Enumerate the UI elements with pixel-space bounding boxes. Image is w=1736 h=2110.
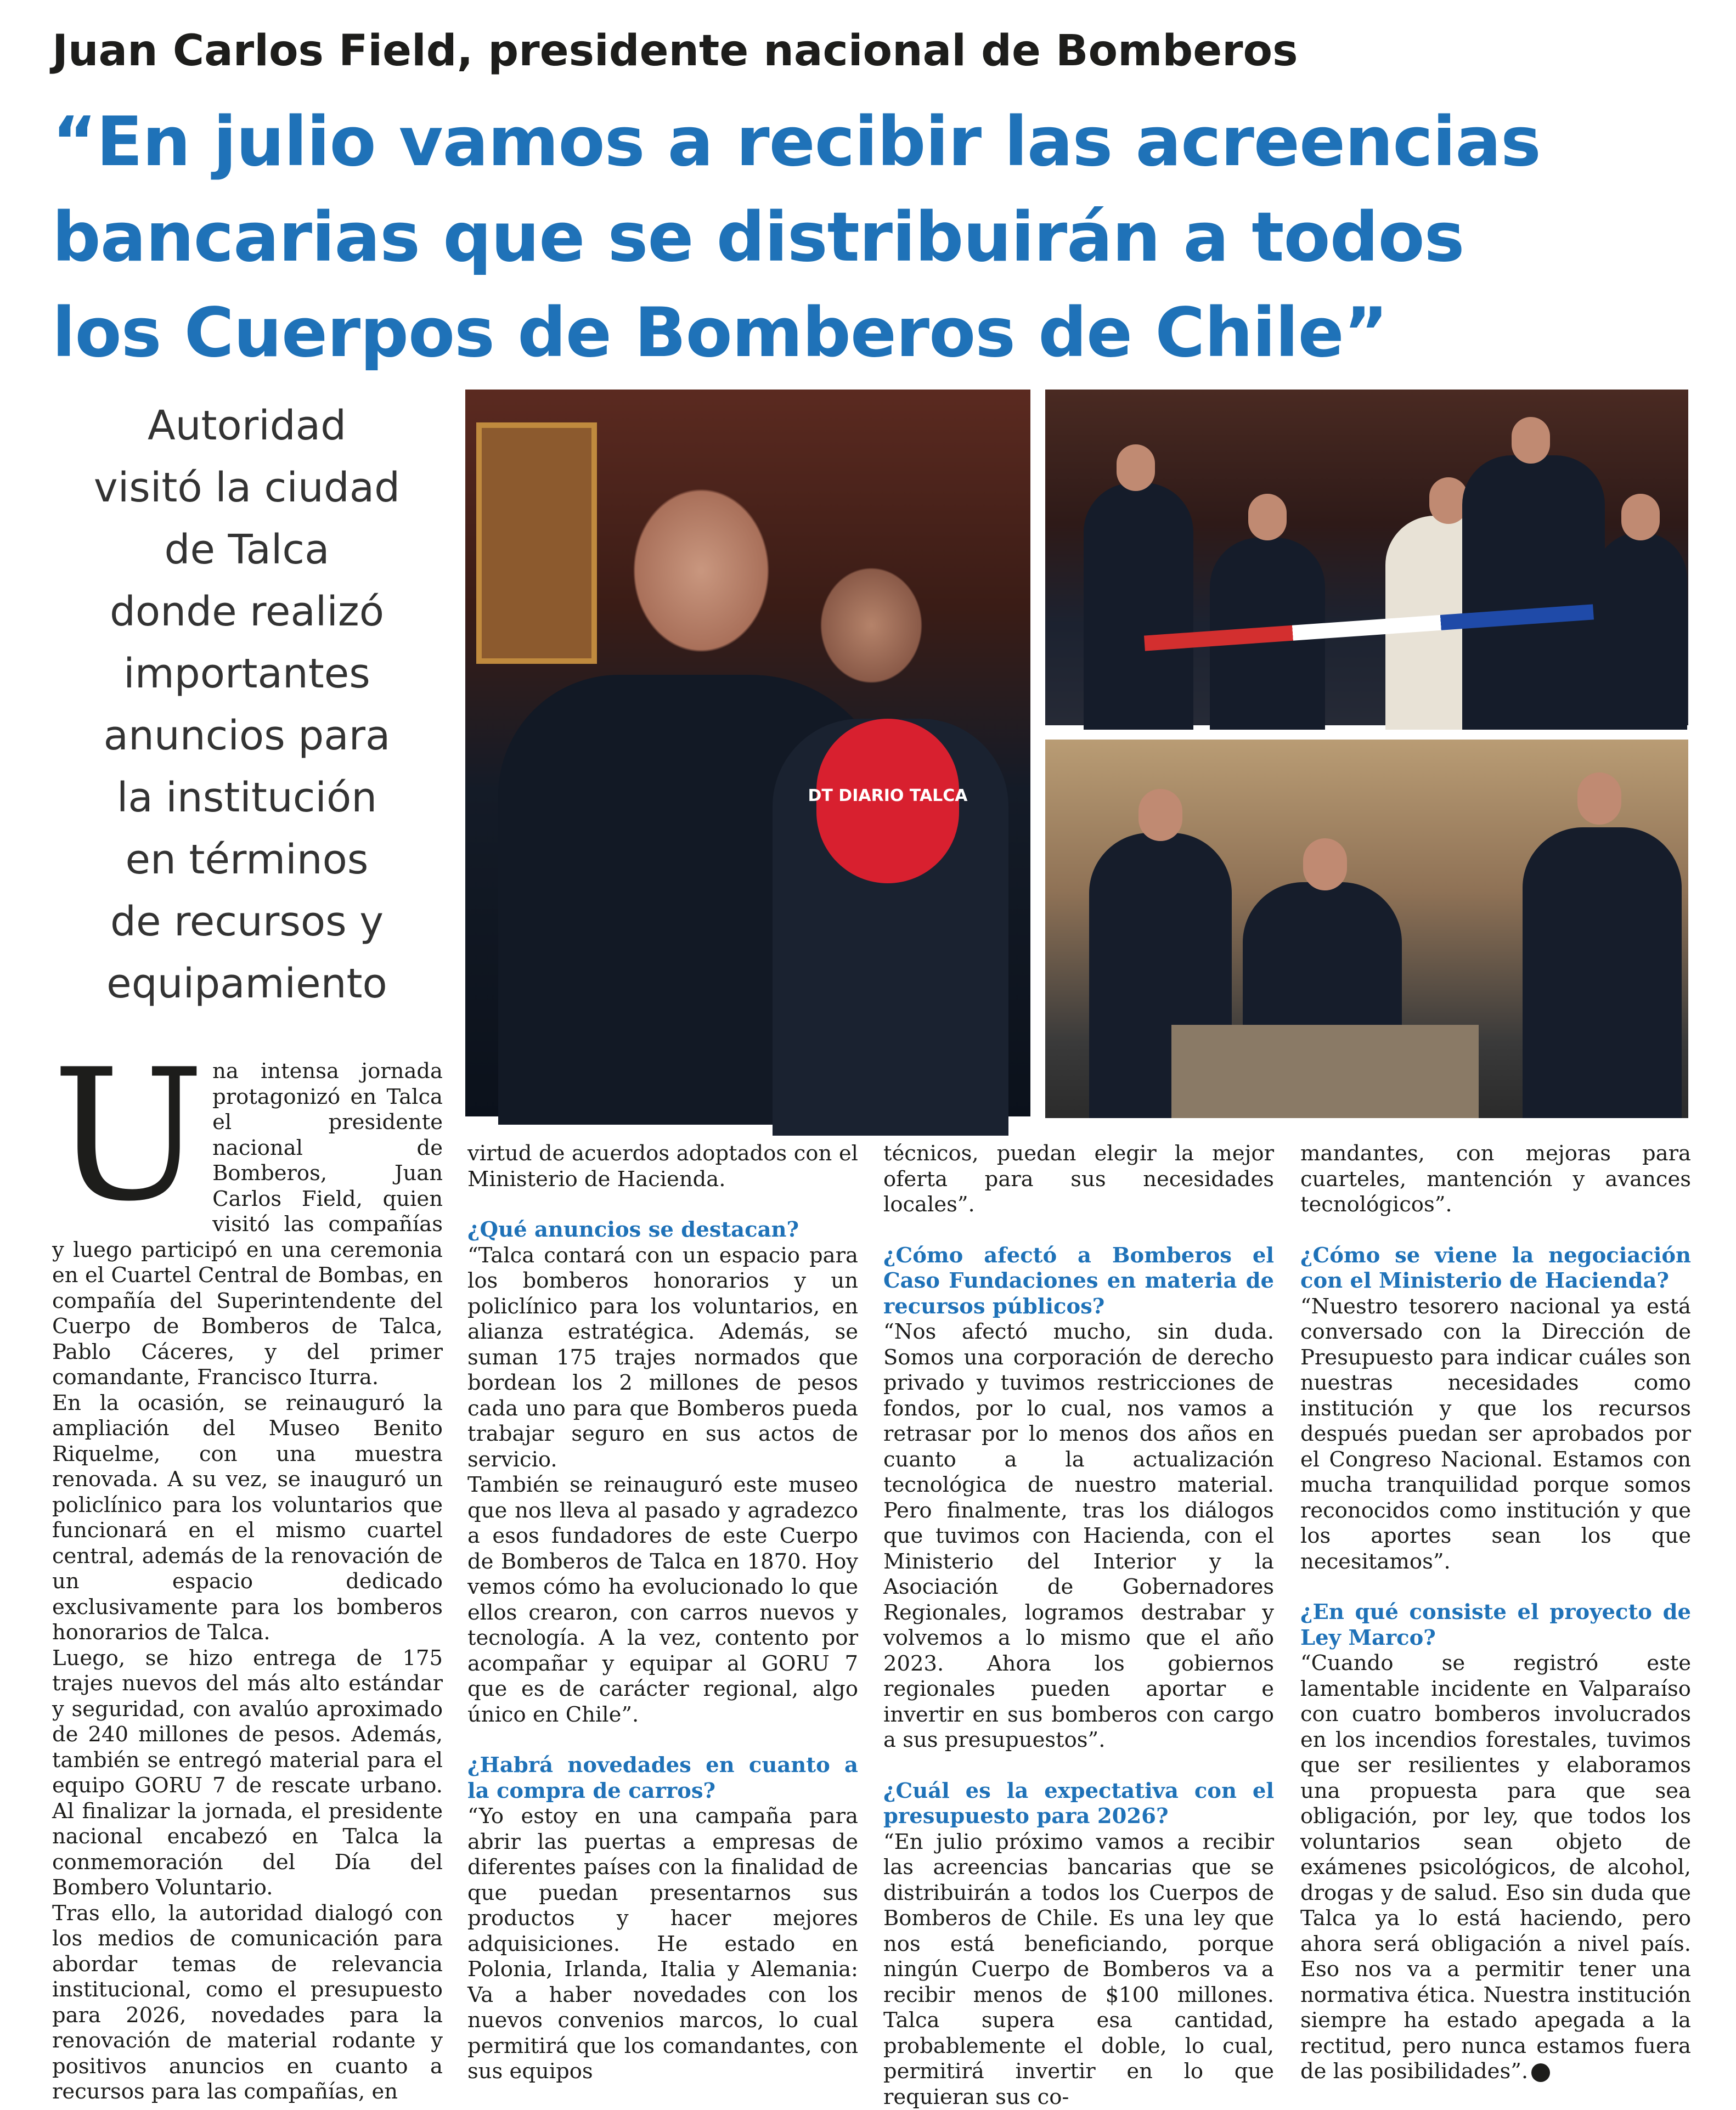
interview-question: ¿Cómo se viene la negociación con el Ministerio de Hacienda? [1300,1243,1691,1294]
interview-question: ¿Cuál es la expectativa con el presupuesto para 2026? [883,1779,1274,1830]
body-paragraph: técnicos, puedan elegir la mejor oferta para sus necesidades locales”. [883,1141,1274,1218]
body-paragraph: Tras ello, la autoridad dialogó con los medios de comunicación para abordar temas de relevancia institucional, como el presupuesto para 2026, novedades para la renovación de material rodante y positivos anuncios en cuanto a recursos para las compañías, en [52,1901,443,2105]
body-column-4 [1300,1141,1691,2085]
article-deck [49,395,444,1015]
interview-question: ¿Cómo afectó a Bomberos el Caso Fundaciones en materia de recursos públicos? [883,1243,1274,1320]
microphone-icon [816,719,959,883]
body-paragraph: “En julio próximo vamos a recibir las acreencias bancarias que se distribuirán a todos los Cuerpos de Bomberos de Chile. Es una ley que nos está beneficiando, porque ningún Cuerpo de Bomberos va a recibir menos de $100 millones. Talca supera esa cantidad, probablemente el doble, lo cual, permitirá invertir en lo que requieran sus co- [883,1830,1274,2110]
person-silhouette [1523,827,1682,1118]
deck-line: en términos [49,829,444,891]
deck-line: equipamiento [49,953,444,1015]
person-face [1621,494,1660,540]
person-face [1577,772,1621,825]
photo-ribbon-cutting [1045,390,1688,725]
deck-line: de Talca [49,519,444,581]
body-paragraph: na intensa jornada protagonizó en Talca el presidente nacional de Bomberos, Juan Carlos Field, quien visitó las compañías y luego participó en una ceremonia en el Cuartel Central de Bombas, en compañía del Superintendente del Cuerpo de Bomberos de Talca, Pablo Cáceres, y del primer comandante, Francisco Iturra. [52,1059,443,1391]
mic-label: DT DIARIO TALCA [808,786,968,805]
signing-table [1171,1025,1479,1118]
body-paragraph: “Talca contará con un espacio para los bomberos honorarios y un policlínico para los voluntarios, en alianza estratégica. Además, se suman 175 trajes normados que bordean los 2 millones de pesos cada uno para que Bomberos pueda trabajar seguro en sus actos de servicio. [467,1243,858,1473]
headline-line: los Cuerpos de Bomberos de Chile” [52,285,1698,381]
deck-line: Autoridad [49,395,444,457]
deck-line: la institución [49,767,444,829]
person-face [1117,444,1155,491]
body-paragraph: “Nos afectó mucho, sin duda. Somos una corporación de derecho privado y tuvimos restricciones de fondos, por lo cual, nos vamos a retrasar por lo menos dos años en cuanto a la actualización tecnológica de nuestro material. Pero finalmente, tras los diálogos que tuvimos con Hacienda, con el Ministerio del Interior y la Asociación de Gobernadores Regionales, logramos destrabar y volvemos a lo mismo que el año 2023. Ahora los gobiernos regionales pueden aportar e invertir en sus bomberos con cargo a sus presupuestos”. [883,1319,1274,1753]
deck-line: donde realizó [49,581,444,643]
article-kicker: Juan Carlos Field, presidente nacional de Bomberos [52,15,1698,87]
interview-question: ¿En qué consiste el proyecto de Ley Marco? [1300,1600,1691,1651]
drop-cap: U [52,1064,205,1212]
body-paragraph: Luego, se hizo entrega de 175 trajes nuevos del más alto estándar y seguridad, con avalúo aproximado de 240 millones de pesos. Además, también se entregó material para el equipo GORU 7 de rescate urbano. Al finalizar la jornada, el presidente nacional encabezó en Talca la conmemoración del Día del Bombero Voluntario. [52,1646,443,1901]
body-paragraph: “Yo estoy en una campaña para abrir las puertas a empresas de diferentes países con la finalidad de que puedan presentarnos sus productos y hacer mejores adquisiciones. He estado en Polonia, Irlanda, Italia y Alemania: Va a haber novedades con los nuevos convenios marcos, lo cual permitirá que los comandantes, con sus equipos [467,1804,858,2085]
body-column-2 [467,1141,858,2085]
photo-signing [1045,740,1688,1118]
person-face [1138,789,1182,841]
body-paragraph: También se reinauguró este museo que nos lleva al pasado y agradezco a esos fundadores de este Cuerpo de Bomberos de Talca en 1870. Hoy vemos cómo ha evolucionado lo que ellos crearon, con carros nuevos y tecnología. A la vez, contento por acompañar y equipar al GORU 7 que es de carácter regional, algo único en Chile”. [467,1473,858,1728]
person-silhouette [1462,455,1605,730]
body-paragraph: “Nuestro tesorero nacional ya está conversado con la Dirección de Presupuesto para indicar cuáles son nuestras necesidades como institución y que los recursos después puedan ser aprobados por el Congreso Nacional. Estamos con mucha tranquilidad porque somos reconocidos como institución y que los aportes sean los que necesitamos”. [1300,1294,1691,1575]
body-column-1 [52,1059,443,2105]
person-silhouette [1084,483,1193,730]
article-headline [52,94,1698,381]
interview-question: ¿Qué anuncios se destacan? [467,1217,858,1243]
person-face [1303,838,1347,890]
body-paragraph: En la ocasión, se reinauguró la ampliación del Museo Benito Riquelme, con una muestra renovada. A su vez, se inauguró un policlínico para los voluntarios que funcionará en el mismo cuartel central, además de la renovación de un espacio dedicado exclusivamente para los bomberos honorarios de Talca. [52,1391,443,1646]
body-paragraph: mandantes, con mejoras para cuarteles, mantención y avances tecnológicos”. [1300,1141,1691,1218]
deck-line: de recursos y [49,891,444,953]
body-column-3 [883,1141,1274,2110]
deck-line: importantes [49,643,444,705]
headline-line: bancarias que se distribuirán a todos [52,190,1698,285]
painting-frame [476,422,597,664]
photo-interview [465,390,1030,1116]
headline-line: “En julio vamos a recibir las acreencias [52,94,1698,190]
person-face [1512,417,1550,464]
body-paragraph-text: “Cuando se registró este lamentable incidente en Valparaíso con cuatro bomberos involucrados en los incendios forestales, tuvimos que ser resilientes y elaboramos una propuesta para que sea obligación, por ley, que todos los voluntarios sean objeto de exámenes psicológicos, de alcohol, drogas y de salud. Eso sin duda que Talca ya lo está haciendo, pero ahora será obligación a nivel país. Eso nos va a permitir tener una normativa ética. Nuestra institución siempre ha estado apegada a la rectitud, pero nunca estamos fuera de las posibilidades”. [1300,1651,1691,2084]
person-silhouette [1594,532,1687,730]
body-paragraph: virtud de acuerdos adoptados con el Ministerio de Hacienda. [467,1141,858,1192]
interview-question: ¿Habrá novedades en cuanto a la compra de carros? [467,1753,858,1804]
deck-line: visitó la ciudad [49,457,444,519]
deck-line: anuncios para [49,705,444,767]
person-face [1248,494,1287,540]
body-paragraph [1300,1651,1691,2085]
end-of-article-icon [1531,2063,1550,2082]
